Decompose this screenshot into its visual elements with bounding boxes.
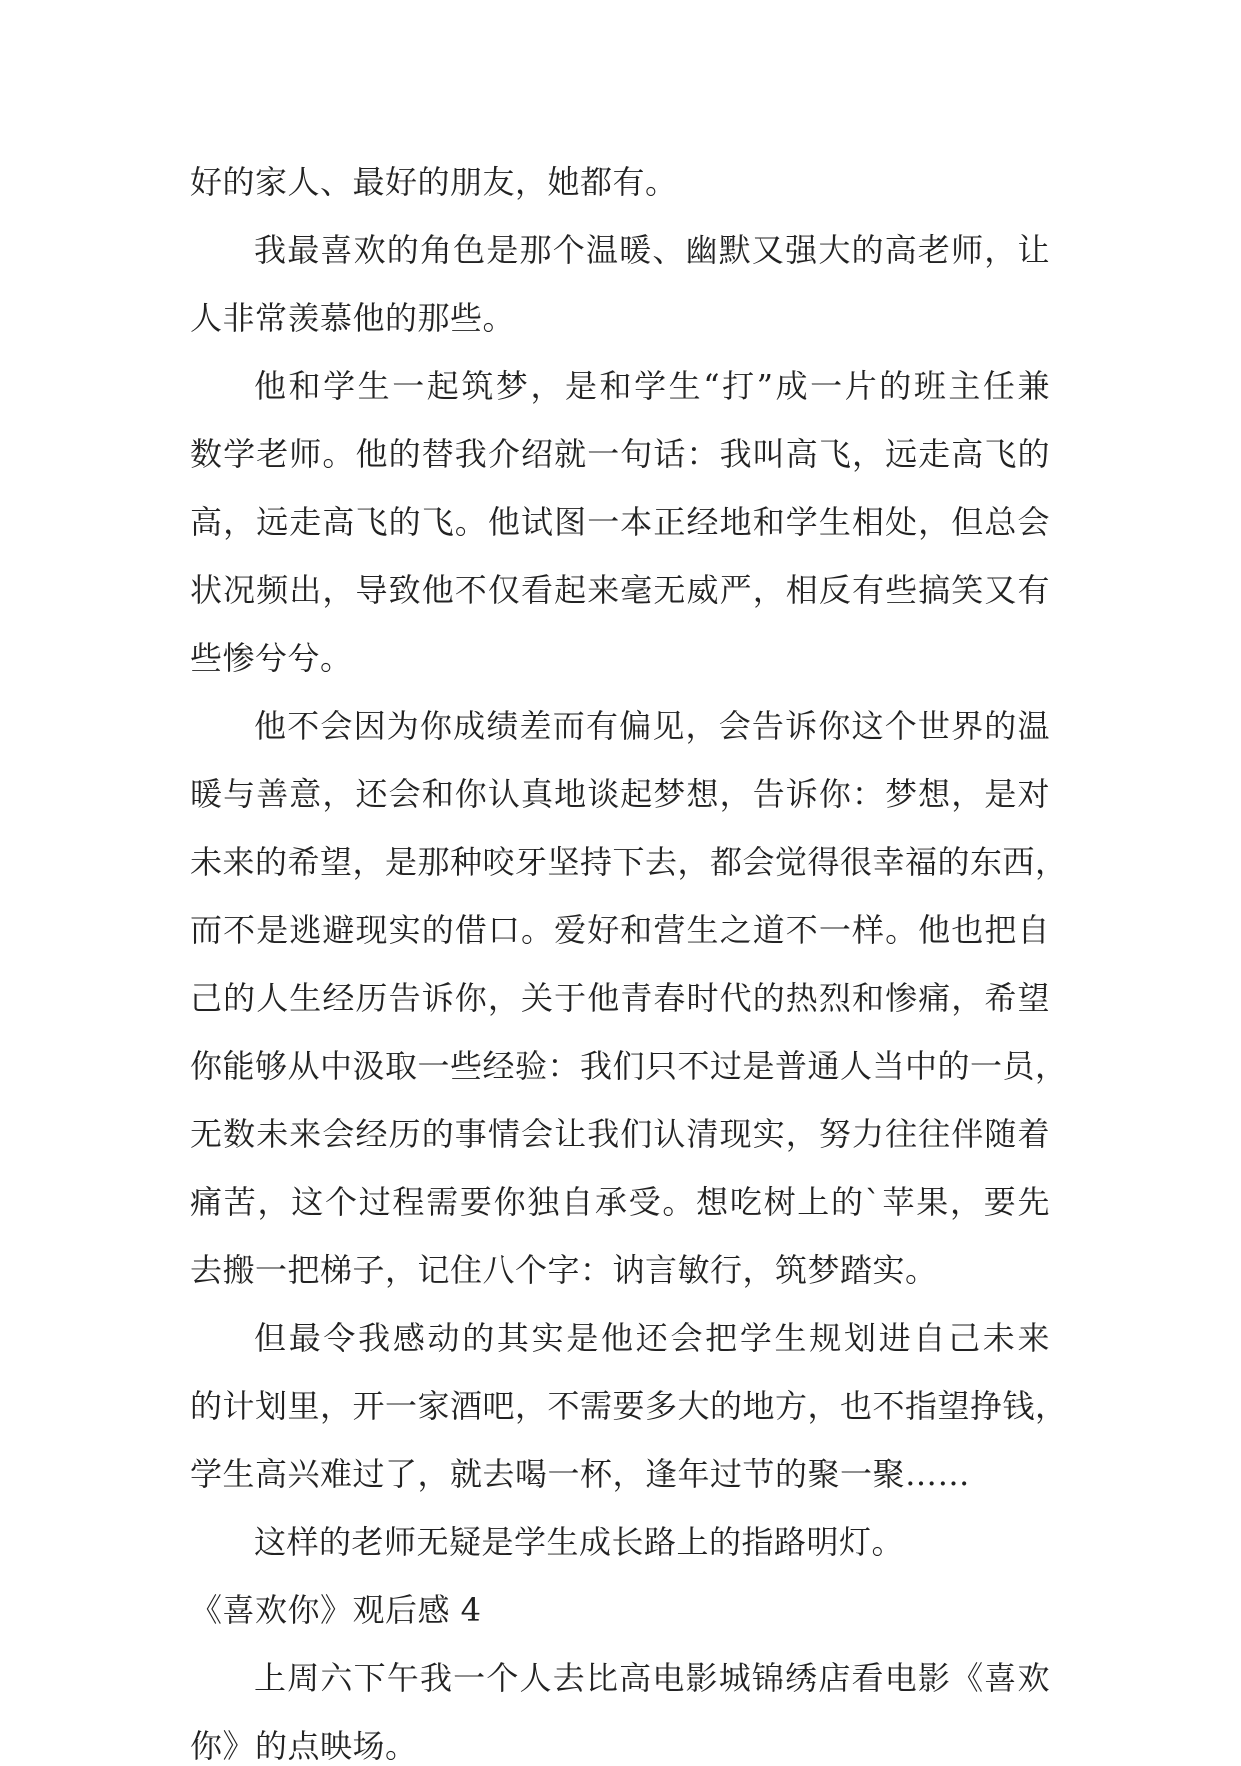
text-line: 他不会因为你成绩差而有偏见，会告诉你这个世界的温 <box>254 707 1050 745</box>
text-line: 他和学生一起筑梦，是和学生“打”成一片的班主任兼 <box>254 367 1050 405</box>
text-line: 但最令我感动的其实是他还会把学生规划进自己未来 <box>254 1319 1050 1357</box>
text-line: 数学老师。他的替我介绍就一句话：我叫高飞，远走高飞的 <box>190 435 1050 473</box>
text-line: 学生高兴难过了，就去喝一杯，逢年过节的聚一聚…… <box>190 1455 971 1493</box>
text-line: 未来的希望，是那种咬牙坚持下去，都会觉得很幸福的东西， <box>190 843 1068 881</box>
text-line: 暖与善意，还会和你认真地谈起梦想，告诉你：梦想，是对 <box>190 775 1050 813</box>
text-line: 人非常羡慕他的那些。 <box>190 299 516 337</box>
section-heading: 《喜欢你》观后感 4 <box>190 1591 482 1629</box>
text-line: 些惨兮兮。 <box>190 639 353 677</box>
text-line: 的计划里，开一家酒吧，不需要多大的地方，也不指望挣钱， <box>190 1387 1068 1425</box>
text-line: 痛苦，这个过程需要你独自承受。想吃树上的`苹果，要先 <box>190 1183 1050 1221</box>
text-line: 我最喜欢的角色是那个温暖、幽默又强大的高老师，让 <box>254 231 1050 269</box>
text-line: 无数未来会经历的事情会让我们认清现实，努力往往伴随着 <box>190 1115 1050 1153</box>
text-line: 状况频出，导致他不仅看起来毫无威严，相反有些搞笑又有 <box>190 571 1050 609</box>
text-line: 你》的点映场。 <box>190 1727 418 1765</box>
text-line: 而不是逃避现实的借口。爱好和营生之道不一样。他也把自 <box>190 911 1050 949</box>
text-line: 上周六下午我一个人去比高电影城锦绣店看电影《喜欢 <box>254 1659 1050 1697</box>
text-line: 你能够从中汲取一些经验：我们只不过是普通人当中的一员， <box>190 1047 1068 1085</box>
text-line: 好的家人、最好的朋友，她都有。 <box>190 163 678 201</box>
document-page <box>190 162 1068 1766</box>
text-line: 这样的老师无疑是学生成长路上的指路明灯。 <box>254 1523 905 1561</box>
text-line: 己的人生经历告诉你，关于他青春时代的热烈和惨痛，希望 <box>190 979 1050 1017</box>
text-line: 高，远走高飞的飞。他试图一本正经地和学生相处，但总会 <box>190 503 1050 541</box>
text-line: 去搬一把梯子，记住八个字：讷言敏行，筑梦踏实。 <box>190 1251 938 1289</box>
